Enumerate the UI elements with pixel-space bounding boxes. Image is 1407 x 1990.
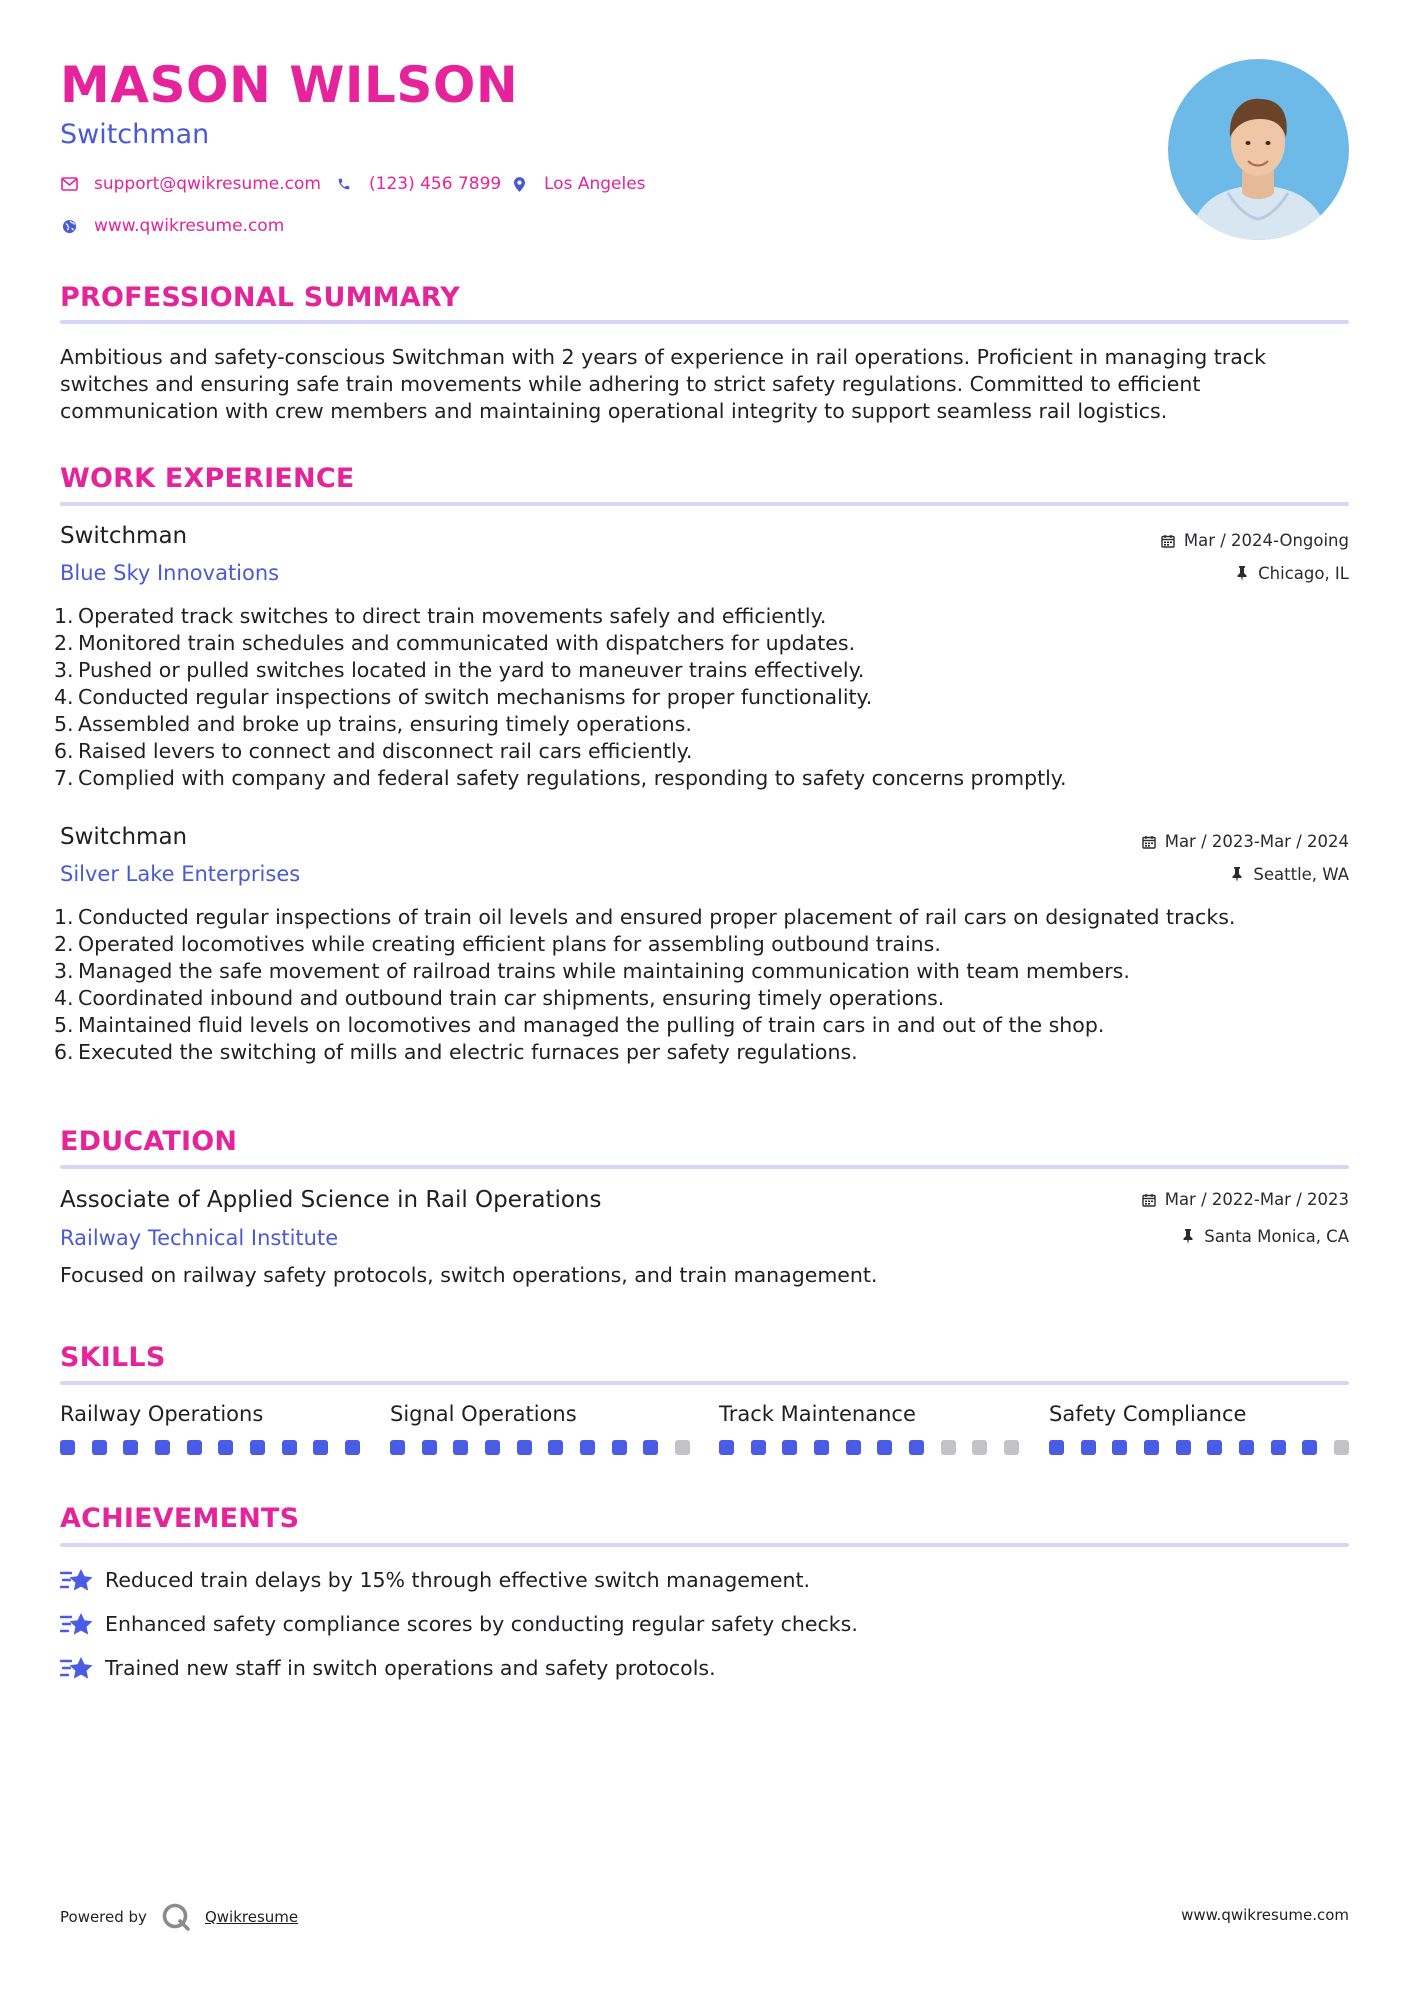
rating-dot-empty <box>1004 1440 1019 1455</box>
list-item: 5. Maintained fluid levels on locomotives and managed the pulling of train cars in and out of the shop. <box>54 1013 1105 1037</box>
rating-dot-filled <box>517 1440 532 1455</box>
rating-dot-filled <box>422 1440 437 1455</box>
skills-divider <box>60 1381 1349 1385</box>
phone-icon <box>335 175 353 193</box>
skill-name: Signal Operations <box>390 1402 577 1426</box>
skill-item <box>719 1402 1019 1455</box>
location-contact <box>510 172 646 196</box>
rating-dot-filled <box>1049 1440 1064 1455</box>
rating-dot-filled <box>218 1440 233 1455</box>
list-item: 6. Raised levers to connect and disconnect rail cars efficiently. <box>54 739 693 763</box>
achievements-divider <box>60 1543 1349 1547</box>
list-item: 3. Pushed or pulled switches located in the yard to maneuver trains effectively. <box>54 658 865 682</box>
rating-dot-filled <box>814 1440 829 1455</box>
rating-dot-filled <box>1207 1440 1222 1455</box>
list-item: 4. Conducted regular inspections of switch mechanisms for proper functionality. <box>54 685 873 709</box>
rating-dot-filled <box>782 1440 797 1455</box>
skills-heading: SKILLS <box>60 1342 166 1373</box>
experience-divider <box>60 502 1349 506</box>
powered-by-label: Powered by <box>60 1908 147 1926</box>
list-item: 7. Complied with company and federal safety regulations, responding to safety concerns promptly. <box>54 766 1067 790</box>
job-location <box>1229 865 1349 884</box>
achievement-item <box>60 1655 716 1681</box>
skill-rating <box>390 1440 690 1455</box>
candidate-title: Switchman <box>60 119 210 150</box>
job-company: Blue Sky Innovations <box>60 561 280 585</box>
rating-dot-filled <box>909 1440 924 1455</box>
rating-dot-filled <box>846 1440 861 1455</box>
job-duties-list <box>54 904 1360 1066</box>
footer-powered-by <box>60 1902 298 1932</box>
rating-dot-filled <box>1302 1440 1317 1455</box>
brand-link[interactable]: Qwikresume <box>204 1908 299 1926</box>
job-location-text: Chicago, IL <box>1258 564 1349 583</box>
education-location <box>1180 1227 1349 1246</box>
skill-item <box>1049 1402 1349 1455</box>
rating-dot-empty <box>941 1440 956 1455</box>
job-dates <box>1160 531 1349 550</box>
phone-text[interactable]: (123) 456 7899 <box>369 174 502 194</box>
skill-name: Railway Operations <box>60 1402 264 1426</box>
profile-photo <box>1168 59 1349 240</box>
envelope-icon <box>60 175 78 193</box>
star-icon <box>60 1567 94 1593</box>
skill-rating <box>60 1440 360 1455</box>
skill-name: Track Maintenance <box>719 1402 916 1426</box>
calendar-icon <box>1160 533 1176 549</box>
job-duties-list <box>54 603 1360 792</box>
list-item: 1. Operated track switches to direct train movements safely and efficiently. <box>54 604 827 628</box>
star-icon <box>60 1611 94 1637</box>
skill-rating <box>719 1440 1019 1455</box>
rating-dot-filled <box>1239 1440 1254 1455</box>
rating-dot-filled <box>313 1440 328 1455</box>
rating-dot-filled <box>250 1440 265 1455</box>
job-location <box>1234 564 1349 583</box>
rating-dot-filled <box>1112 1440 1127 1455</box>
list-item: 3. Managed the safe movement of railroad trains while maintaining communication with team members. <box>54 959 1130 983</box>
education-location-text: Santa Monica, CA <box>1204 1227 1349 1246</box>
achievements-heading: ACHIEVEMENTS <box>60 1503 300 1534</box>
achievement-text: Reduced train delays by 15% through effective switch management. <box>105 1568 811 1592</box>
rating-dot-filled <box>123 1440 138 1455</box>
candidate-name: MASON WILSON <box>60 56 519 114</box>
job-title: Switchman <box>60 523 188 549</box>
list-item: 2. Operated locomotives while creating efficient plans for assembling outbound trains. <box>54 932 941 956</box>
summary-divider <box>60 320 1349 324</box>
rating-dot-filled <box>453 1440 468 1455</box>
education-dates-text: Mar / 2022-Mar / 2023 <box>1164 1190 1349 1209</box>
rating-dot-empty <box>1334 1440 1349 1455</box>
website-contact[interactable] <box>60 214 284 238</box>
rating-dot-filled <box>1271 1440 1286 1455</box>
school-name: Railway Technical Institute <box>60 1226 339 1250</box>
rating-dot-filled <box>60 1440 75 1455</box>
degree-title: Associate of Applied Science in Rail Operations <box>60 1187 602 1213</box>
summary-text: Ambitious and safety-conscious Switchman with 2 years of experience in rail operations. Proficient in managing track switches and ensuring safe train movements while adhering to strict safety regulations. Committed to efficient communication with crew members and maintaining operational integrity to support seamless rail logistics. <box>60 345 1266 423</box>
rating-dot-filled <box>1081 1440 1096 1455</box>
rating-dot-filled <box>548 1440 563 1455</box>
skill-item <box>60 1402 360 1455</box>
rating-dot-filled <box>485 1440 500 1455</box>
star-icon <box>60 1655 94 1681</box>
rating-dot-filled <box>877 1440 892 1455</box>
job-company: Silver Lake Enterprises <box>60 862 301 886</box>
rating-dot-filled <box>1176 1440 1191 1455</box>
rating-dot-empty <box>675 1440 690 1455</box>
rating-dot-filled <box>187 1440 202 1455</box>
job-dates-text: Mar / 2024-Ongoing <box>1183 531 1349 550</box>
pushpin-icon <box>1180 1229 1196 1245</box>
job-title: Switchman <box>60 824 188 850</box>
experience-heading: WORK EXPERIENCE <box>60 463 355 494</box>
list-item: 5. Assembled and broke up trains, ensuring timely operations. <box>54 712 692 736</box>
rating-dot-empty <box>972 1440 987 1455</box>
education-heading: EDUCATION <box>60 1126 238 1157</box>
rating-dot-filled <box>92 1440 107 1455</box>
rating-dot-filled <box>612 1440 627 1455</box>
job-dates-text: Mar / 2023-Mar / 2024 <box>1164 832 1349 851</box>
achievement-text: Trained new staff in switch operations and safety protocols. <box>105 1656 716 1680</box>
map-pin-icon <box>510 175 528 193</box>
list-item: 6. Executed the switching of mills and electric furnaces per safety regulations. <box>54 1040 858 1064</box>
qwikresume-logo-icon <box>161 1902 191 1932</box>
skill-item <box>390 1402 690 1455</box>
email-contact[interactable] <box>60 172 321 196</box>
job-dates <box>1141 832 1349 851</box>
pushpin-icon <box>1234 566 1250 582</box>
rating-dot-filled <box>390 1440 405 1455</box>
list-item: 4. Coordinated inbound and outbound train car shipments, ensuring timely operations. <box>54 986 945 1010</box>
rating-dot-filled <box>155 1440 170 1455</box>
calendar-icon <box>1141 834 1157 850</box>
education-divider <box>60 1165 1349 1169</box>
rating-dot-filled <box>580 1440 595 1455</box>
skill-rating <box>1049 1440 1349 1455</box>
achievement-item <box>60 1611 858 1637</box>
job-location-text: Seattle, WA <box>1253 865 1349 884</box>
footer-website[interactable]: www.qwikresume.com <box>1181 1906 1349 1924</box>
pushpin-icon <box>1229 867 1245 883</box>
rating-dot-filled <box>719 1440 734 1455</box>
email-text[interactable]: support@qwikresume.com <box>94 174 321 194</box>
skill-name: Safety Compliance <box>1049 1402 1247 1426</box>
summary-heading: PROFESSIONAL SUMMARY <box>60 282 461 313</box>
education-description: Focused on railway safety protocols, switch operations, and train management. <box>60 1263 878 1287</box>
phone-contact[interactable] <box>335 172 501 196</box>
location-text: Los Angeles <box>544 174 646 194</box>
calendar-icon <box>1141 1192 1157 1208</box>
website-text[interactable]: www.qwikresume.com <box>94 216 285 236</box>
achievement-item <box>60 1567 810 1593</box>
rating-dot-filled <box>1144 1440 1159 1455</box>
achievement-text: Enhanced safety compliance scores by conducting regular safety checks. <box>105 1612 858 1636</box>
globe-icon <box>60 217 78 235</box>
rating-dot-filled <box>345 1440 360 1455</box>
list-item: 2. Monitored train schedules and communicated with dispatchers for updates. <box>54 631 856 655</box>
list-item: 1. Conducted regular inspections of train oil levels and ensured proper placement of rail cars on designated tracks. <box>54 905 1236 929</box>
education-dates <box>1141 1190 1349 1209</box>
rating-dot-filled <box>643 1440 658 1455</box>
rating-dot-filled <box>282 1440 297 1455</box>
rating-dot-filled <box>751 1440 766 1455</box>
